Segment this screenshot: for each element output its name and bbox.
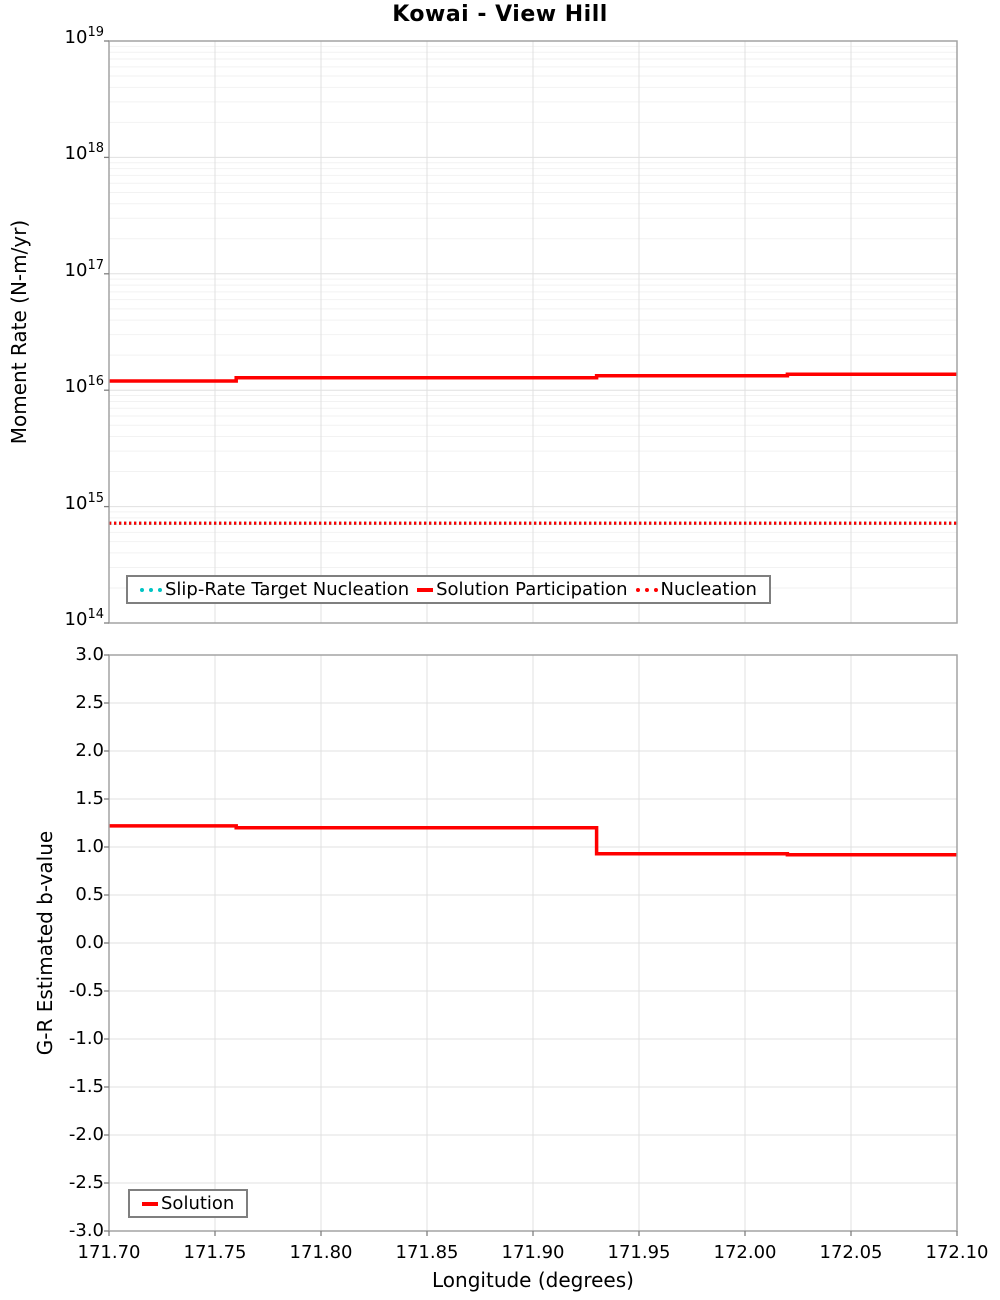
y-tick-label: $10^{17}$ [64,257,104,281]
x-tick-label: 172.05 [819,1242,883,1263]
y-tick-label: 3.0 [75,644,104,665]
y-tick-label: $10^{16}$ [64,374,104,398]
y-tick-label: -2.0 [68,1124,104,1145]
y-tick-label: -1.0 [68,1028,104,1049]
legend-item [636,579,757,600]
legend-item [140,579,409,600]
y-tick-label: -2.5 [68,1172,104,1193]
top-legend [126,575,771,604]
y-tick-label: 1.5 [75,788,104,809]
y-tick-label: $10^{19}$ [64,25,104,48]
x-tick-label: 172.00 [713,1242,777,1263]
legend-label: Slip-Rate Target Nucleation [165,579,410,600]
chart-title: Kowai - View Hill [392,2,608,27]
x-tick-label: 171.85 [395,1242,459,1263]
legend-swatch-solid [142,1202,158,1206]
y-tick-label: 0.0 [75,932,104,953]
y-tick-label: 2.0 [75,740,104,761]
bottom-legend [128,1189,248,1218]
x-tick-label: 171.75 [183,1242,247,1263]
legend-label: Solution [161,1193,235,1214]
y-tick-label: 2.5 [75,692,104,713]
y-tick-label: -3.0 [68,1220,104,1241]
legend-item [142,1193,234,1214]
y-tick-label: -1.5 [68,1076,104,1097]
bottom-y-axis-label: G-R Estimated b-value [33,830,57,1056]
x-tick-label: 171.95 [607,1242,671,1263]
y-tick-label: $10^{15}$ [64,490,104,514]
y-tick-label: 0.5 [75,884,104,905]
legend-swatch-dotted [636,588,658,592]
legend-swatch-dotted [140,588,162,592]
legend-swatch-solid [417,588,433,592]
x-tick-label: 171.80 [289,1242,353,1263]
x-tick-label: 172.10 [925,1242,989,1263]
legend-label: Solution Participation [436,579,628,600]
legend-label: Nucleation [660,579,757,600]
legend-item [417,579,627,600]
x-tick-label: 171.90 [501,1242,565,1263]
top-y-axis-label: Moment Rate (N-m/yr) [7,219,31,445]
y-tick-label: -0.5 [68,980,104,1001]
y-tick-label: $10^{18}$ [64,141,104,165]
x-tick-label: 171.70 [77,1242,141,1263]
y-tick-label: 1.0 [75,836,104,857]
x-axis-label: Longitude (degrees) [432,1268,634,1292]
y-tick-label: $10^{14}$ [64,607,104,630]
